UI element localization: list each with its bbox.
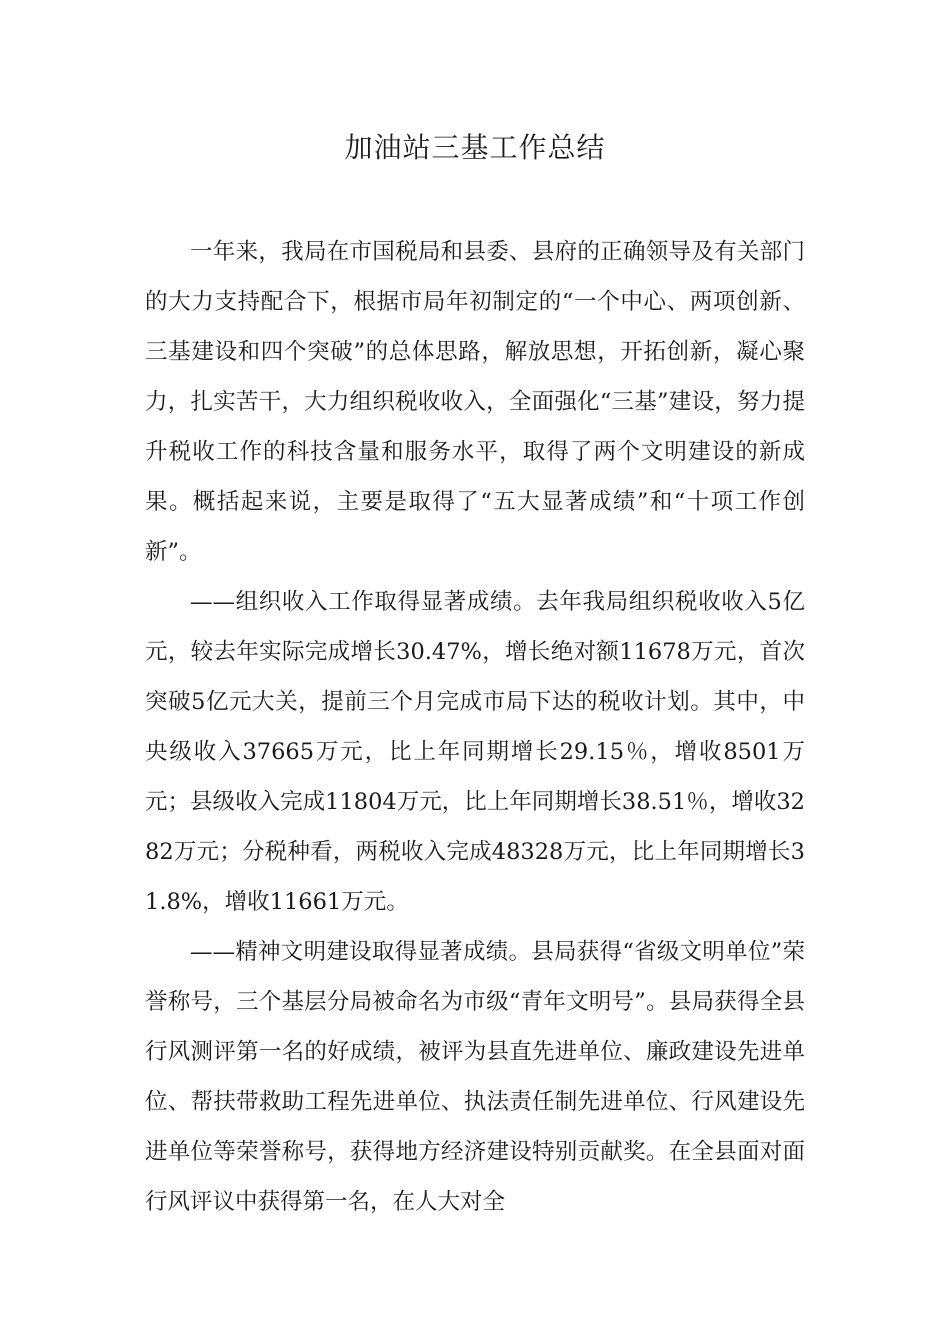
document-title: 加油站三基工作总结	[344, 131, 606, 164]
paragraph-revenue: ——组织收入工作取得显著成绩。去年我局组织税收收入5亿元，较去年实际完成增长30.47%，增长绝对额11678万元，首次突破5亿元大关，提前三个月完成市局下达的税收计划。其中，中央级收入37665万元，比上年同期增长29.15％，增收8501万元；县级收入完成11804万元，比上年同期增长38.51％，增收3282万元；分税种看，两税收入完成48328万元，比上年同期增长31.8%，增收11661万元。	[145, 589, 805, 915]
paragraph-civilization: ——精神文明建设取得显著成绩。县局获得“省级文明单位”荣誉称号，三个基层分局被命名为市级“青年文明号”。县局获得全县行风测评第一名的好成绩，被评为县直先进单位、廉政建设先进单位、帮扶带救助工程先进单位、执法责任制先进单位、行风建设先进单位等荣誉称号，获得地方经济建设特别贡献奖。在全县面对面行风评议中获得第一名，在人大对全	[145, 939, 805, 1215]
paragraph-intro: 一年来，我局在市国税局和县委、县府的正确领导及有关部门的大力支持配合下，根据市局年初制定的“一个中心、两项创新、三基建设和四个突破”的总体思路，解放思想，开拓创新，凝心聚力，扎实苦干，大力组织税收收入，全面强化“三基”建设，努力提升税收工作的科技含量和服务水平，取得了两个文明建设的新成果。概括起来说，主要是取得了“五大显著成绩”和“十项工作创新”。	[145, 239, 805, 565]
document-body	[145, 227, 805, 1227]
